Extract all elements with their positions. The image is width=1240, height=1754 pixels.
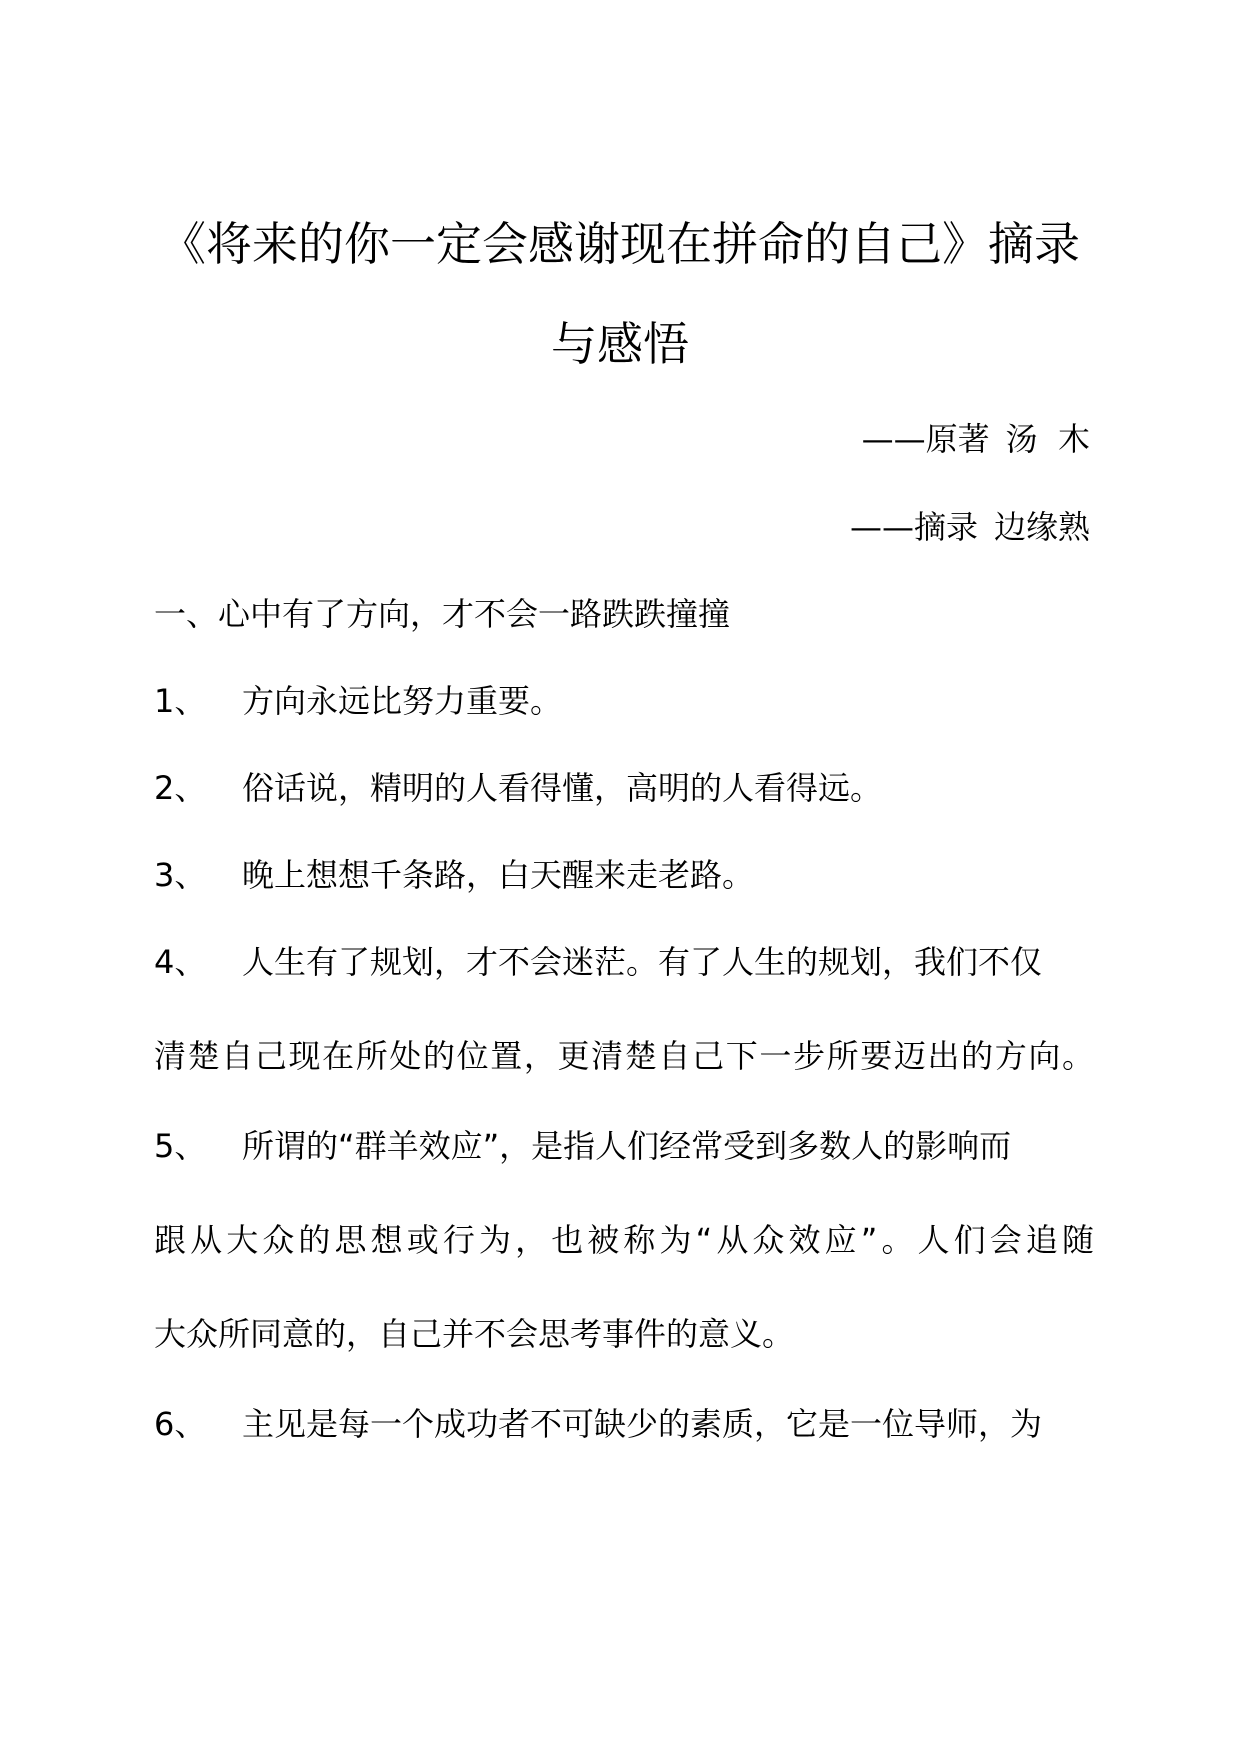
list-item-3 (154, 853, 1094, 897)
list-item-5 (154, 1124, 1094, 1168)
list-item-4 (154, 940, 1094, 984)
item-number: 3、 (154, 856, 207, 894)
document-title-line-1: 《将来的你一定会感谢现在拼命的自己》摘录 (160, 217, 1080, 271)
item-text: 人生有了规划，才不会迷茫。有了人生的规划，我们不仅 (242, 943, 1043, 981)
list-item-2 (154, 766, 1094, 810)
list-item-1 (154, 679, 1094, 723)
document-title-line-2: 与感悟 (551, 317, 689, 371)
item-number: 2、 (154, 769, 207, 807)
list-item-4-continuation: 清楚自己现在所处的位置，更清楚自己下一步所要迈出的方向。 (154, 1037, 1094, 1075)
item-text: 主见是每一个成功者不可缺少的素质，它是一位导师，为 (242, 1405, 1043, 1443)
item-number: 4、 (154, 943, 207, 981)
item-text: 俗话说，精明的人看得懂，高明的人看得远。 (242, 769, 883, 807)
item-number: 1、 (154, 682, 207, 720)
section-heading: 一、心中有了方向，才不会一路跌跌撞撞 (154, 595, 731, 633)
author-byline (862, 417, 1090, 461)
item-text: 所谓的“群羊效应”，是指人们经常受到多数人的影响而 (242, 1127, 1012, 1165)
item-text: 晚上想想千条路，白天醒来走老路。 (242, 856, 755, 894)
item-number: 5、 (154, 1127, 207, 1165)
excerpt-byline (850, 505, 1090, 549)
author-label: ——原著 (861, 420, 990, 458)
author-name: 汤 木 (1005, 420, 1090, 458)
list-item-5-continuation-1: 跟从大众的思想或行为，也被称为“从众效应”。人们会追随 (154, 1221, 1094, 1259)
excerpt-label: ——摘录 (849, 508, 978, 546)
item-number: 6、 (154, 1405, 207, 1443)
excerpt-name: 边缘熟 (993, 508, 1090, 546)
item-text: 方向永远比努力重要。 (242, 682, 563, 720)
list-item-5-continuation-2: 大众所同意的，自己并不会思考事件的意义。 (154, 1315, 795, 1353)
list-item-6 (154, 1402, 1094, 1446)
